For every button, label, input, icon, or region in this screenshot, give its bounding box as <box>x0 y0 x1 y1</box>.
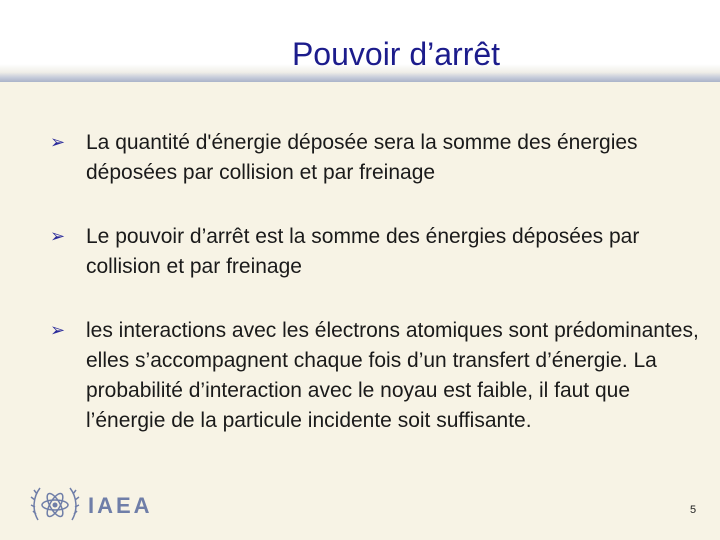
iaea-emblem-icon <box>30 480 80 530</box>
bullet-item <box>50 222 700 282</box>
iaea-logo-text: IAEA <box>88 493 153 518</box>
arrow-bullet-icon: ➢ <box>50 320 66 341</box>
bullet-text: les interactions avec les électrons atomiques sont prédominantes, elles s’accompagnent chaque fois d’un transfert d’énergie. La probabilité d’interaction avec le noyau est faible, il faut que l’énergie de la particule incidente soit suffisante. <box>86 319 699 432</box>
arrow-bullet-icon: ➢ <box>50 132 66 153</box>
page-number: 5 <box>690 504 697 516</box>
bullet-list <box>50 128 700 436</box>
bullet-item <box>50 128 700 188</box>
bullet-text: Le pouvoir d’arrêt est la somme des énergies déposées par collision et par freinage <box>86 225 640 278</box>
arrow-bullet-icon: ➢ <box>50 226 66 247</box>
bullet-text: La quantité d'énergie déposée sera la somme des énergies déposées par collision et par freinage <box>86 131 638 184</box>
slide-title: Pouvoir d’arrêt <box>291 36 501 72</box>
bullet-item <box>50 316 700 436</box>
